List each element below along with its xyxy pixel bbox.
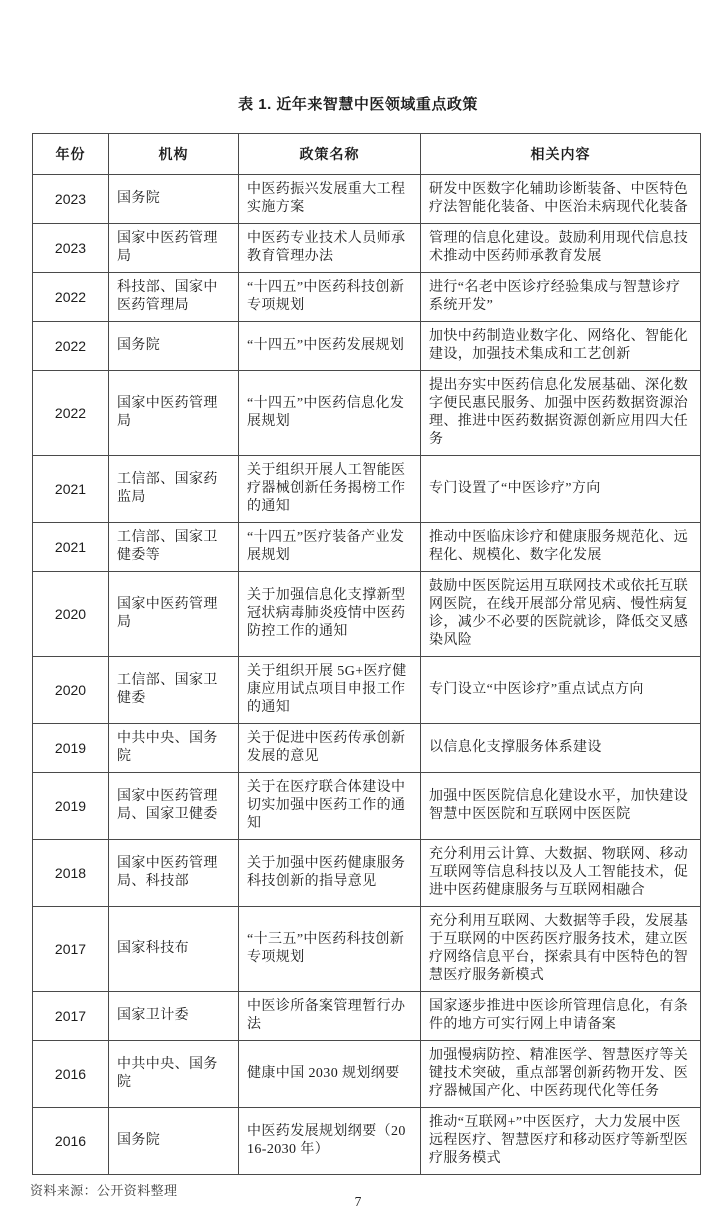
header-year: 年份 [33, 134, 109, 175]
policy-cell: 健康中国 2030 规划纲要 [239, 1041, 421, 1108]
org-cell: 中共中央、国务院 [109, 1041, 239, 1108]
table-row [33, 657, 701, 724]
table-row [33, 371, 701, 456]
table-row [33, 907, 701, 992]
policy-cell: 关于加强信息化支撑新型冠状病毒肺炎疫情中医药防控工作的通知 [239, 572, 421, 657]
header-row [33, 134, 701, 175]
policy-cell: 中医药专业技术人员师承教育管理办法 [239, 224, 421, 273]
policy-table-body [33, 175, 701, 1175]
table-title: 表 1. 近年来智慧中医领域重点政策 [238, 96, 478, 113]
policy-cell: 关于组织开展 5G+医疗健康应用试点项目申报工作的通知 [239, 657, 421, 724]
org-cell: 科技部、国家中医药管理局 [109, 273, 239, 322]
content-cell: 管理的信息化建设。鼓励利用现代信息技术推动中医药师承教育发展 [421, 224, 701, 273]
source-note: 资料来源：公开资料整理 [30, 1183, 178, 1198]
policy-cell: 中医诊所备案管理暂行办法 [239, 992, 421, 1041]
content-cell: 加强慢病防控、精准医学、智慧医疗等关键技术突破，重点部署创新药物开发、医疗器械国产化、中医药现代化等任务 [421, 1041, 701, 1108]
year-cell: 2016 [33, 1108, 109, 1175]
content-cell: 加快中药制造业数字化、网络化、智能化建设，加强技术集成和工艺创新 [421, 322, 701, 371]
content-cell: 专门设立“中医诊疗”重点试点方向 [421, 657, 701, 724]
content-cell: 推动“互联网+”中医医疗，大力发展中医远程医疗、智慧医疗和移动医疗等新型医疗服务模式 [421, 1108, 701, 1175]
org-cell: 国家中医药管理局 [109, 572, 239, 657]
policy-cell: “十四五”中医药科技创新专项规划 [239, 273, 421, 322]
table-row [33, 322, 701, 371]
table-row [33, 1041, 701, 1108]
year-cell: 2022 [33, 322, 109, 371]
content-cell: 充分利用互联网、大数据等手段，发展基于互联网的中医药医疗服务技术，建立医疗网络信息平台，探索具有中医特色的智慧医疗服务新模式 [421, 907, 701, 992]
table-row [33, 773, 701, 840]
policy-table [32, 133, 701, 1175]
year-cell: 2023 [33, 175, 109, 224]
org-cell: 国家卫计委 [109, 992, 239, 1041]
year-cell: 2019 [33, 724, 109, 773]
org-cell: 国务院 [109, 322, 239, 371]
policy-cell: “十三五”中医药科技创新专项规划 [239, 907, 421, 992]
year-cell: 2020 [33, 657, 109, 724]
content-cell: 专门设置了“中医诊疗”方向 [421, 456, 701, 523]
content-cell: 研发中医数字化辅助诊断装备、中医特色疗法智能化装备、中医治未病现代化装备 [421, 175, 701, 224]
header-policy: 政策名称 [239, 134, 421, 175]
table-row [33, 224, 701, 273]
org-cell: 工信部、国家卫健委等 [109, 523, 239, 572]
content-cell: 加强中医医院信息化建设水平，加快建设智慧中医医院和互联网中医医院 [421, 773, 701, 840]
policy-cell: 关于促进中医药传承创新发展的意见 [239, 724, 421, 773]
year-cell: 2021 [33, 523, 109, 572]
org-cell: 国家中医药管理局、国家卫健委 [109, 773, 239, 840]
table-row [33, 175, 701, 224]
table-row [33, 992, 701, 1041]
year-cell: 2018 [33, 840, 109, 907]
year-cell: 2019 [33, 773, 109, 840]
table-row [33, 456, 701, 523]
year-cell: 2021 [33, 456, 109, 523]
header-content: 相关内容 [421, 134, 701, 175]
table-row [33, 572, 701, 657]
policy-cell: 关于组织开展人工智能医疗器械创新任务揭榜工作的通知 [239, 456, 421, 523]
content-cell: 鼓励中医医院运用互联网技术或依托互联网医院，在线开展部分常见病、慢性病复诊，减少不必要的医院就诊，降低交叉感染风险 [421, 572, 701, 657]
org-cell: 国家科技布 [109, 907, 239, 992]
content-cell: 进行“名老中医诊疗经验集成与智慧诊疗系统开发” [421, 273, 701, 322]
org-cell: 国家中医药管理局 [109, 224, 239, 273]
header-org: 机构 [109, 134, 239, 175]
content-cell: 提出夯实中医药信息化发展基础、深化数字便民惠民服务、加强中医药数据资源治理、推进中医药数据资源创新应用四大任务 [421, 371, 701, 456]
org-cell: 国家中医药管理局、科技部 [109, 840, 239, 907]
table-row [33, 523, 701, 572]
page-number: 7 [354, 1194, 362, 1209]
org-cell: 国务院 [109, 1108, 239, 1175]
table-row [33, 724, 701, 773]
year-cell: 2022 [33, 371, 109, 456]
content-cell: 以信息化支撑服务体系建设 [421, 724, 701, 773]
org-cell: 国务院 [109, 175, 239, 224]
content-cell: 充分利用云计算、大数据、物联网、移动互联网等信息科技以及人工智能技术，促进中医药健康服务与互联网相融合 [421, 840, 701, 907]
org-cell: 中共中央、国务院 [109, 724, 239, 773]
policy-cell: 中医药发展规划纲要（2016-2030 年） [239, 1108, 421, 1175]
policy-cell: 中医药振兴发展重大工程实施方案 [239, 175, 421, 224]
year-cell: 2023 [33, 224, 109, 273]
policy-cell: “十四五”中医药信息化发展规划 [239, 371, 421, 456]
year-cell: 2016 [33, 1041, 109, 1108]
policy-cell: 关于加强中医药健康服务科技创新的指导意见 [239, 840, 421, 907]
content-cell: 推动中医临床诊疗和健康服务规范化、远程化、规模化、数字化发展 [421, 523, 701, 572]
content-cell: 国家逐步推进中医诊所管理信息化，有条件的地方可实行网上申请备案 [421, 992, 701, 1041]
policy-cell: “十四五”医疗装备产业发展规划 [239, 523, 421, 572]
table-row [33, 273, 701, 322]
year-cell: 2017 [33, 907, 109, 992]
org-cell: 工信部、国家药监局 [109, 456, 239, 523]
org-cell: 国家中医药管理局 [109, 371, 239, 456]
table-row [33, 1108, 701, 1175]
policy-cell: 关于在医疗联合体建设中切实加强中医药工作的通知 [239, 773, 421, 840]
year-cell: 2020 [33, 572, 109, 657]
policy-cell: “十四五”中医药发展规划 [239, 322, 421, 371]
year-cell: 2022 [33, 273, 109, 322]
year-cell: 2017 [33, 992, 109, 1041]
table-row [33, 840, 701, 907]
org-cell: 工信部、国家卫健委 [109, 657, 239, 724]
